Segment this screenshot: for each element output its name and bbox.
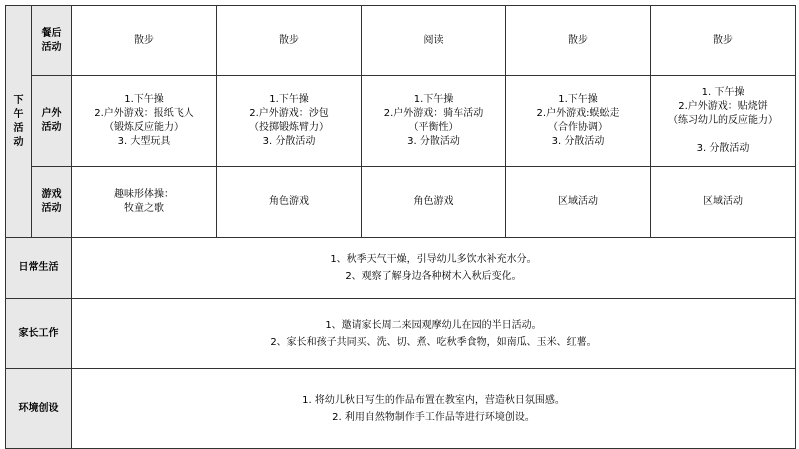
environment-label: 环境创设: [6, 369, 72, 449]
list-item: 1. 将幼儿秋日写生的作品布置在教室内，营造秋日氛围感。: [302, 394, 565, 406]
cell-monday: 1.下午操 2.户外游戏：报纸飞人 （锻炼反应能力） 3. 大型玩具: [72, 76, 217, 167]
games-label: 游戏 活动: [32, 167, 72, 238]
environment-notes: [72, 369, 796, 449]
cell-friday: 散步: [651, 6, 796, 76]
parent-work-label: 家长工作: [6, 299, 72, 369]
list-item: 2、家长和孩子共同买、洗、切、煮、吃秋季食物，如南瓜、玉米、红薯。: [270, 336, 597, 348]
list-item: 1、邀请家长周二来园观摩幼儿在园的半日活动。: [325, 319, 542, 331]
list-item: 2. 利用自然物制作手工作品等进行环境创设。: [332, 411, 535, 423]
cell-tuesday: 角色游戏: [217, 167, 362, 238]
section-daily-life: [6, 238, 796, 299]
cell-monday: 散步: [72, 6, 217, 76]
parent-work-notes: [72, 299, 796, 369]
cell-monday: 趣味形体操： 牧童之歌: [72, 167, 217, 238]
section-environment: [6, 369, 796, 449]
weekly-plan-table: [5, 5, 796, 449]
outdoor-label: 户外 活动: [32, 76, 72, 167]
cell-thursday: 区域活动: [506, 167, 651, 238]
list-item: 1、秋季天气干燥，引导幼儿多饮水补充水分。: [330, 254, 537, 265]
cell-wednesday: 阅读: [362, 6, 506, 76]
cell-tuesday: 1.下午操 2.户外游戏：沙包 （投掷锻炼臂力） 3. 分散活动: [217, 76, 362, 167]
daily-life-notes: [72, 238, 796, 299]
cell-wednesday: 角色游戏: [362, 167, 506, 238]
afternoon-row-games: [6, 167, 796, 238]
section-parent-work: [6, 299, 796, 369]
cell-friday: 区域活动: [651, 167, 796, 238]
after-meal-label: 餐后 活动: [32, 6, 72, 76]
cell-wednesday: 1.下午操 2.户外游戏：骑车活动 （平衡性） 3. 分散活动: [362, 76, 506, 167]
daily-life-label: 日常生活: [6, 238, 72, 299]
list-item: 2、观察了解身边各种树木入秋后变化。: [345, 271, 522, 282]
cell-tuesday: 散步: [217, 6, 362, 76]
afternoon-row-outdoor: [6, 76, 796, 167]
cell-thursday: 1.下午操 2.户外游戏:蜈蚣走 （合作协调） 3. 分散活动: [506, 76, 651, 167]
afternoon-row-after-meal: [6, 6, 796, 76]
cell-thursday: 散步: [506, 6, 651, 76]
cell-friday: 1. 下午操 2.户外游戏：贴烧饼 （练习幼儿的反应能力） 3. 分散活动: [651, 76, 796, 167]
afternoon-activities-label: 下 午 活 动: [6, 6, 32, 238]
